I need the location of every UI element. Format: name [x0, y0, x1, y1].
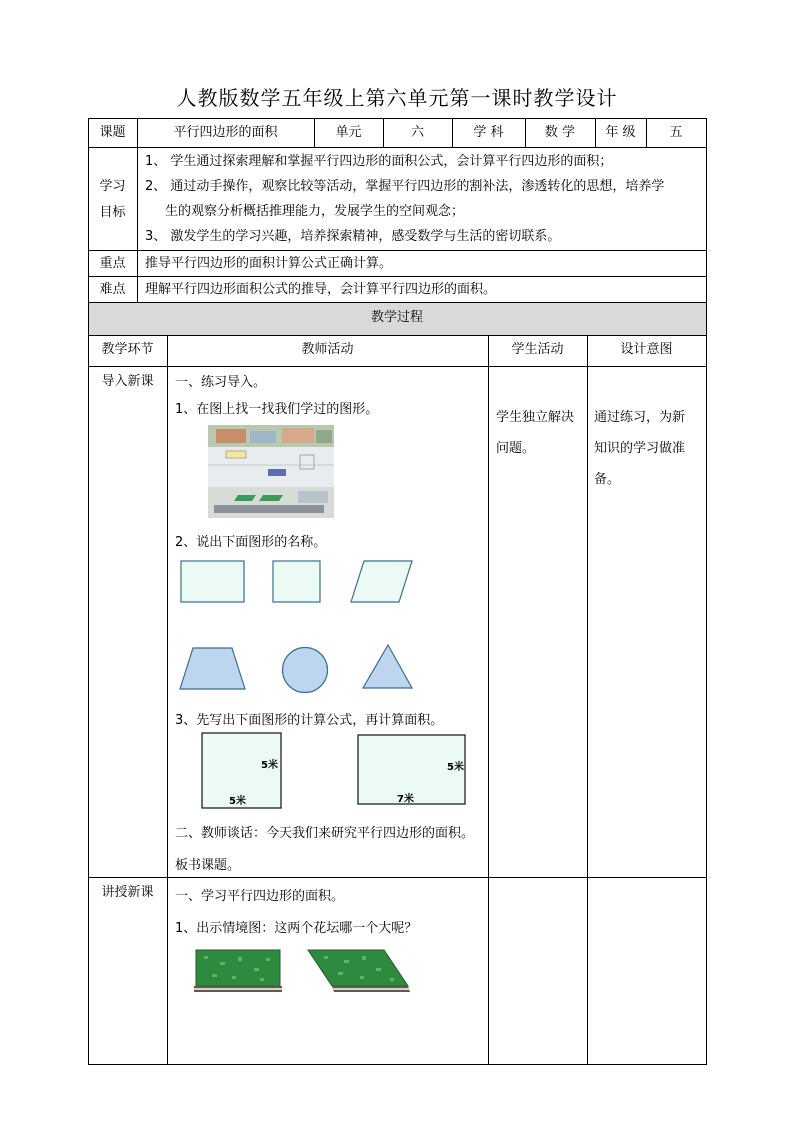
street-scene-image [208, 425, 334, 518]
square-area-figure [201, 732, 283, 810]
topic-label: 课题 [99, 125, 126, 140]
grade-value: 五 [669, 125, 683, 140]
key-text: 推导平行四边形的面积计算公式正确计算。 [145, 256, 393, 271]
flowerbed-parallelogram-image [304, 948, 414, 996]
intro-line-4: 3、先写出下面图形的计算公式，再计算面积。 [175, 713, 444, 728]
intro-line-5: 二、教师谈话：今天我们来研究平行四边形的面积。 [175, 826, 475, 841]
rect-side-label: 5米 [447, 762, 464, 773]
difficult-text: 理解平行四边形面积公式的推导，会计算平行四边形的面积。 [145, 282, 497, 297]
col-student-header: 学生活动 [511, 342, 564, 357]
lecture-line-1: 一、学习平行四边形的面积。 [175, 889, 345, 904]
intro-line-3: 2、说出下面图形的名称。 [175, 535, 327, 550]
lecture-line-2: 1、出示情境图：这两个花坛哪一个大呢？ [175, 921, 418, 936]
table-border [88, 877, 707, 878]
goals-label-1: 学习 [99, 179, 126, 194]
goal-item-3: 3、 激发学生的学习兴趣，培养探索精神，感受数学与生活的密切联系。 [145, 229, 561, 244]
table-border [88, 1064, 707, 1065]
unit-value: 六 [410, 125, 424, 140]
col-stage-header: 教学环节 [101, 342, 154, 357]
parallelogram-shape [350, 560, 414, 604]
process-header: 教学过程 [370, 310, 423, 325]
lecture-stage: 讲授新课 [101, 885, 154, 900]
difficult-label: 难点 [99, 282, 126, 297]
table-border [88, 335, 707, 336]
table-border [88, 118, 707, 119]
intro-line-6: 板书课题。 [175, 858, 241, 873]
goals-label-2: 目标 [99, 205, 126, 220]
col-teacher-header: 教师活动 [301, 342, 354, 357]
intro-design-1: 通过练习，为新 [594, 410, 686, 425]
intro-design-3: 备。 [594, 472, 621, 487]
goal-item-1: 1、 学生通过探索理解和掌握平行四边形的面积公式，会计算平行四边形的面积； [145, 154, 613, 169]
key-label: 重点 [99, 256, 126, 271]
table-border [706, 118, 707, 1065]
goal-item-2: 2、 通过动手操作，观察比较等活动，掌握平行四边形的割补法，渗透转化的思想，培养学 [145, 179, 665, 194]
rectangle-shape [180, 560, 246, 604]
intro-student-1: 学生独立解决 [496, 410, 575, 425]
circle-shape [281, 646, 329, 694]
grade-label: 年 级 [605, 125, 636, 140]
intro-line-1: 一、练习导入。 [175, 375, 267, 390]
square-shape [272, 560, 322, 604]
subject-value: 数 学 [544, 125, 576, 140]
flowerbed-rectangle-image [194, 948, 284, 996]
intro-student-2: 问题。 [496, 441, 536, 456]
topic-value: 平行四边形的面积 [173, 125, 278, 140]
intro-stage: 导入新课 [101, 374, 154, 389]
rect-bottom-label: 7米 [397, 794, 414, 805]
square-bottom-label: 5米 [229, 796, 246, 807]
col-design-header: 设计意图 [620, 342, 673, 357]
table-border [88, 366, 707, 367]
subject-label: 学 科 [473, 125, 504, 140]
unit-label: 单元 [335, 125, 362, 140]
table-border [488, 335, 489, 1065]
rectangle-area-figure [357, 734, 467, 806]
square-side-label: 5米 [261, 760, 278, 771]
page-title: 人教版数学五年级上第六单元第一课时教学设计 [176, 86, 618, 110]
intro-design-2: 知识的学习做准 [594, 441, 686, 456]
table-border [587, 335, 588, 1065]
trapezoid-shape [179, 647, 247, 691]
intro-line-2: 1、在图上找一找我们学过的图形。 [175, 402, 379, 417]
table-border [88, 147, 707, 148]
table-border [167, 335, 168, 1065]
goal-item-2-cont: 生的观察分析概括推理能力，发展学生的空间观念； [165, 204, 465, 219]
triangle-shape [362, 644, 414, 690]
